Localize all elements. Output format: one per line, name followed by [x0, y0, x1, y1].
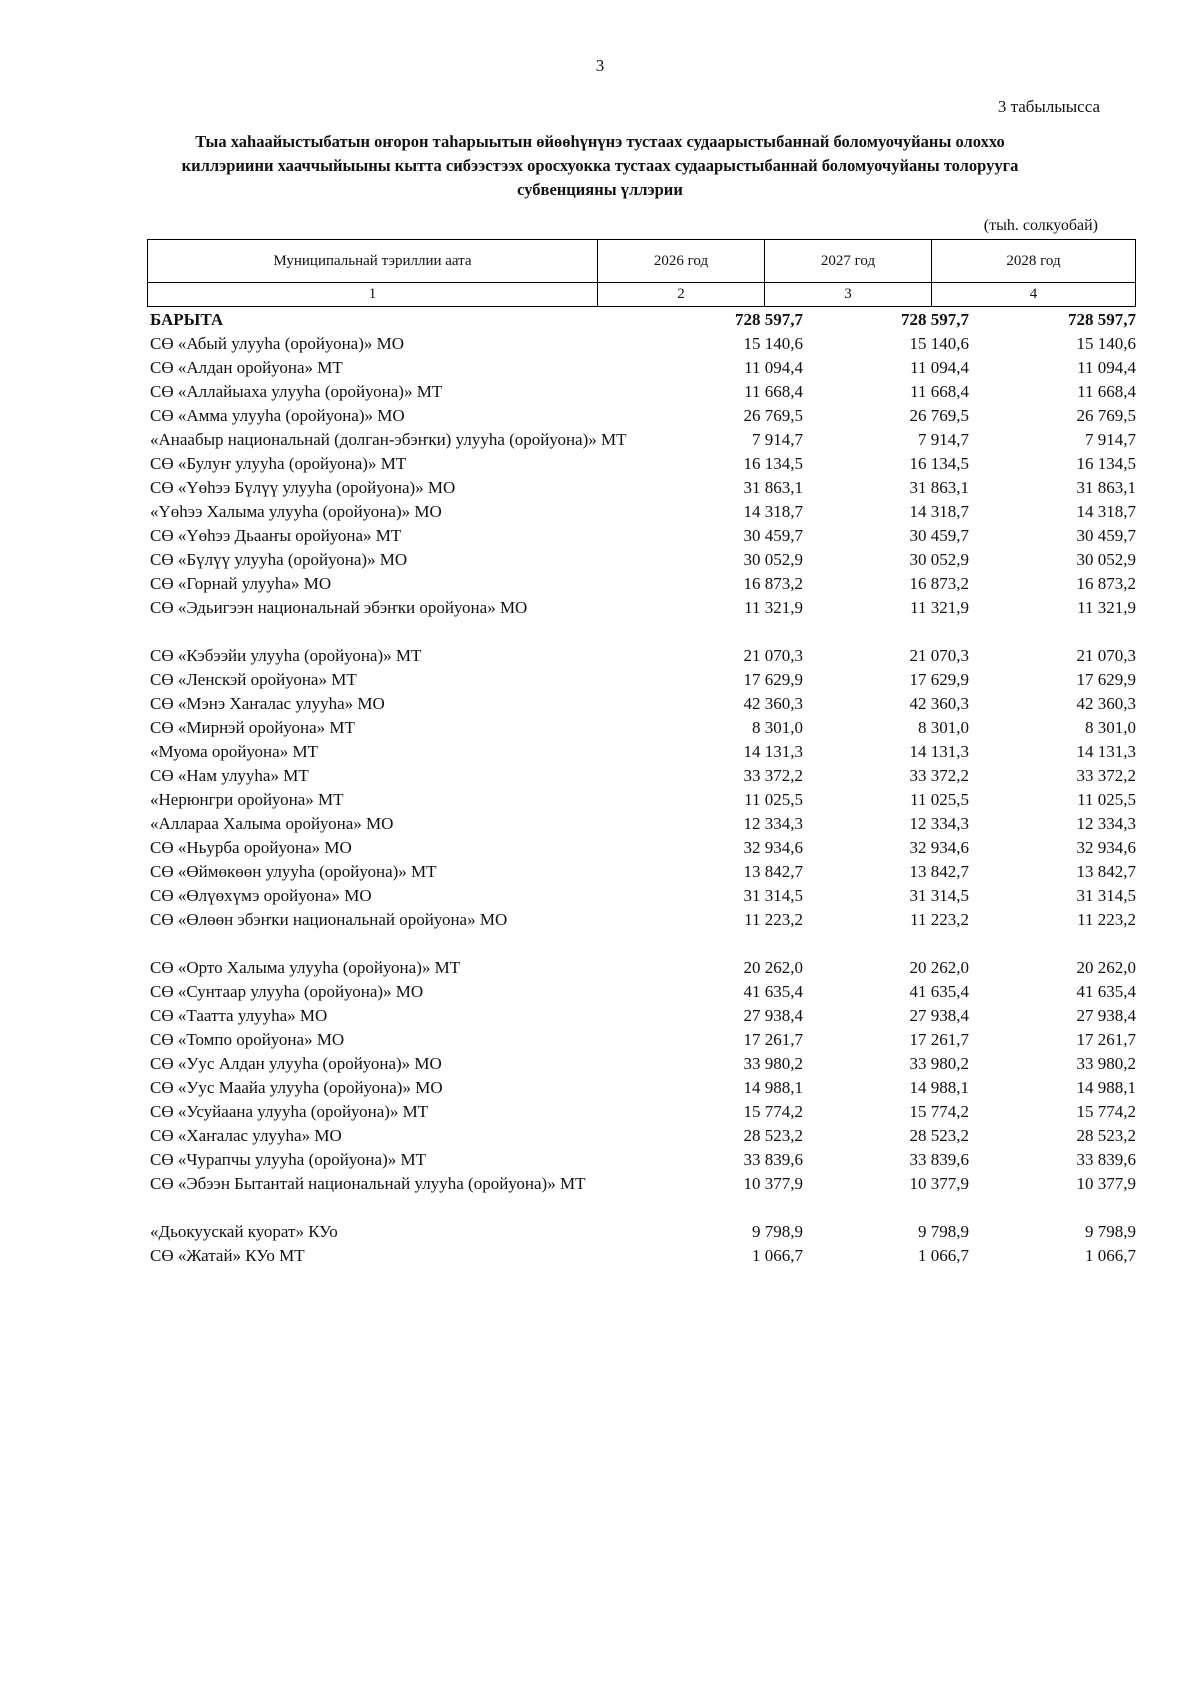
row-spacer — [148, 1196, 1134, 1220]
column-header-name: Муниципальнай тэриллии аата — [148, 240, 598, 283]
value-2027: 41 635,4 — [909, 982, 969, 1001]
value-2028: 33 839,6 — [1076, 1150, 1136, 1169]
municipality-name: СӨ «Жатай» КУо МТ — [150, 1246, 305, 1265]
municipality-name: «Нерюнгри оройуона» МТ — [150, 790, 344, 809]
table-row — [148, 884, 1134, 908]
municipality-name: СӨ «Бүлүү улууһа (оройуона)» МО — [150, 550, 408, 569]
value-2027: 33 372,2 — [909, 766, 969, 785]
value-2028: 17 261,7 — [1076, 1030, 1136, 1049]
value-2026: 41 635,4 — [743, 982, 803, 1001]
value-2028: 7 914,7 — [1085, 430, 1136, 449]
municipality-name: СӨ «Алдан оройуона» МТ — [150, 358, 343, 377]
value-2027: 1 066,7 — [918, 1246, 969, 1265]
value-2028: 30 459,7 — [1076, 526, 1136, 545]
municipality-name: СӨ «Үөһээ Дьааҥы оройуона» МТ — [150, 526, 402, 545]
value-2028: 11 668,4 — [1077, 382, 1136, 401]
table-row — [148, 908, 1134, 932]
value-2028: 9 798,9 — [1085, 1222, 1136, 1241]
units-label: (тыһ. солкуобай) — [983, 217, 1098, 234]
value-2027: 14 318,7 — [909, 502, 969, 521]
value-2028: 15 774,2 — [1076, 1102, 1136, 1121]
value-2027: 30 052,9 — [909, 550, 969, 569]
value-2027: 11 321,9 — [910, 598, 969, 617]
header-row — [148, 240, 1136, 283]
value-2026: 17 261,7 — [743, 1030, 803, 1049]
value-2026: 15 140,6 — [743, 334, 803, 353]
value-2027: 11 025,5 — [910, 790, 969, 809]
value-2027: 27 938,4 — [909, 1006, 969, 1025]
value-2026: 28 523,2 — [743, 1126, 803, 1145]
value-2027: 17 629,9 — [909, 670, 969, 689]
municipality-name: СӨ «Томпо оройуона» МО — [150, 1030, 345, 1049]
municipality-name: БАРЫТА — [150, 310, 224, 329]
value-2026: 10 377,9 — [743, 1174, 803, 1193]
value-2026: 17 629,9 — [743, 670, 803, 689]
value-2026: 32 934,6 — [743, 838, 803, 857]
value-2028: 728 597,7 — [1068, 310, 1136, 329]
value-2028: 11 094,4 — [1077, 358, 1136, 377]
value-2028: 16 873,2 — [1076, 574, 1136, 593]
value-2027: 26 769,5 — [909, 406, 969, 425]
value-2028: 28 523,2 — [1076, 1126, 1136, 1145]
table-row — [148, 1244, 1134, 1268]
municipality-name: СӨ «Ньурба оройуона» МО — [150, 838, 352, 857]
municipality-name: СӨ «Эбээн Бытантай национальнай улууһа (оройуона)» МТ — [150, 1174, 586, 1193]
table-row — [148, 1100, 1134, 1124]
value-2027: 11 668,4 — [910, 382, 969, 401]
municipality-name: СӨ «Таатта улууһа» МО — [150, 1006, 328, 1025]
value-2026: 26 769,5 — [743, 406, 803, 425]
value-2027: 16 134,5 — [909, 454, 969, 473]
value-2027: 42 360,3 — [909, 694, 969, 713]
value-2026: 11 321,9 — [744, 598, 803, 617]
municipality-name: СӨ «Үөһээ Бүлүү улууһа (оройуона)» МО — [150, 478, 456, 497]
value-2026: 7 914,7 — [752, 430, 803, 449]
table-row — [148, 980, 1134, 1004]
value-2026: 21 070,3 — [743, 646, 803, 665]
municipality-name: СӨ «Усуйаана улууһа (оройуона)» МТ — [150, 1102, 429, 1121]
value-2027: 21 070,3 — [909, 646, 969, 665]
table-row — [148, 668, 1134, 692]
table-row — [148, 1172, 1134, 1196]
value-2028: 31 314,5 — [1076, 886, 1136, 905]
value-2027: 33 839,6 — [909, 1150, 969, 1169]
value-2026: 728 597,7 — [735, 310, 803, 329]
value-2027: 30 459,7 — [909, 526, 969, 545]
column-number: 2 — [598, 283, 765, 307]
value-2028: 11 321,9 — [1077, 598, 1136, 617]
value-2026: 15 774,2 — [743, 1102, 803, 1121]
municipality-name: СӨ «Эдьигээн национальнай эбэҥки оройуона» МО — [150, 598, 528, 617]
table-row — [148, 500, 1134, 524]
value-2028: 31 863,1 — [1076, 478, 1136, 497]
municipality-name: СӨ «Хаҥалас улууһа» МО — [150, 1126, 342, 1145]
value-2028: 27 938,4 — [1076, 1006, 1136, 1025]
value-2026: 11 094,4 — [744, 358, 803, 377]
municipality-name: СӨ «Ленскэй оройуона» МТ — [150, 670, 357, 689]
municipality-name: СӨ «Горнай улууһа» МО — [150, 574, 332, 593]
table-row — [148, 644, 1134, 668]
table-row — [148, 1220, 1134, 1244]
table-body — [148, 308, 1134, 1268]
municipality-name: «Дьокуускай куорат» КУо — [150, 1222, 338, 1241]
value-2026: 14 318,7 — [743, 502, 803, 521]
value-2026: 11 668,4 — [744, 382, 803, 401]
value-2028: 8 301,0 — [1085, 718, 1136, 737]
municipality-name: СӨ «Орто Халыма улууһа (оройуона)» МТ — [150, 958, 461, 977]
column-header-2027: 2027 год — [765, 240, 932, 283]
value-2027: 16 873,2 — [909, 574, 969, 593]
table-row — [148, 380, 1134, 404]
row-spacer — [148, 932, 1134, 956]
municipality-name: СӨ «Уус Маайа улууһа (оройуона)» МО — [150, 1078, 443, 1097]
value-2027: 12 334,3 — [909, 814, 969, 833]
value-2026: 14 988,1 — [743, 1078, 803, 1097]
municipality-name: СӨ «Аллайыаха улууһа (оройуона)» МТ — [150, 382, 443, 401]
table-row — [148, 788, 1134, 812]
value-2028: 30 052,9 — [1076, 550, 1136, 569]
document-title-line: Тыа хаһаайыстыбатын оҥорон таһарыытын өйөөһүнүнэ тустаах судаарыстыбаннай боломуочуйаны олоххо — [195, 132, 1005, 151]
table-row — [148, 428, 1134, 452]
table-row — [148, 332, 1134, 356]
value-2028: 42 360,3 — [1076, 694, 1136, 713]
municipality-name: СӨ «Чурапчы улууһа (оройуона)» МТ — [150, 1150, 426, 1169]
value-2027: 8 301,0 — [918, 718, 969, 737]
value-2026: 8 301,0 — [752, 718, 803, 737]
page-number: 3 — [595, 56, 605, 75]
column-number: 3 — [765, 283, 932, 307]
document-title-line: киллэриини хааччыйыыны кытта сибээстээх оросхуокка тустаах судаарыстыбаннай боломуочуйаны толорууга — [181, 156, 1019, 175]
table-row — [148, 764, 1134, 788]
appendix-label: 3 табылыысса — [997, 97, 1100, 116]
municipality-name: СӨ «Өлөөн эбэҥки национальнай оройуона» МО — [150, 910, 508, 929]
municipality-name: СӨ «Нам улууһа» МТ — [150, 766, 309, 785]
value-2026: 31 863,1 — [743, 478, 803, 497]
value-2028: 14 131,3 — [1076, 742, 1136, 761]
value-2026: 30 459,7 — [743, 526, 803, 545]
value-2028: 15 140,6 — [1076, 334, 1136, 353]
value-2028: 10 377,9 — [1076, 1174, 1136, 1193]
value-2026: 16 134,5 — [743, 454, 803, 473]
value-2026: 27 938,4 — [743, 1006, 803, 1025]
table-row — [148, 860, 1134, 884]
value-2026: 31 314,5 — [743, 886, 803, 905]
value-2026: 33 839,6 — [743, 1150, 803, 1169]
table-row — [148, 452, 1134, 476]
table-row — [148, 1052, 1134, 1076]
value-2026: 11 223,2 — [744, 910, 803, 929]
value-2027: 9 798,9 — [918, 1222, 969, 1241]
value-2028: 32 934,6 — [1076, 838, 1136, 857]
value-2028: 21 070,3 — [1076, 646, 1136, 665]
value-2027: 31 314,5 — [909, 886, 969, 905]
value-2026: 33 372,2 — [743, 766, 803, 785]
value-2026: 11 025,5 — [744, 790, 803, 809]
municipality-name: СӨ «Булуҥ улууһа (оройуона)» МТ — [150, 454, 407, 473]
value-2028: 26 769,5 — [1076, 406, 1136, 425]
value-2026: 1 066,7 — [752, 1246, 803, 1265]
table-row — [148, 1028, 1134, 1052]
value-2028: 17 629,9 — [1076, 670, 1136, 689]
value-2026: 9 798,9 — [752, 1222, 803, 1241]
municipality-name: СӨ «Абый улууһа (оройуона)» МО — [150, 334, 405, 353]
municipality-name: «Муома оройуона» МТ — [150, 742, 318, 761]
value-2026: 20 262,0 — [743, 958, 803, 977]
table-row — [148, 716, 1134, 740]
value-2027: 11 223,2 — [910, 910, 969, 929]
column-number: 4 — [932, 283, 1136, 307]
column-header-2026: 2026 год — [598, 240, 765, 283]
value-2027: 7 914,7 — [918, 430, 969, 449]
value-2027: 31 863,1 — [909, 478, 969, 497]
table-row — [148, 476, 1134, 500]
municipality-name: СӨ «Өймөкөөн улууһа (оройуона)» МТ — [150, 862, 437, 881]
table-row — [148, 596, 1134, 620]
table-row — [148, 1004, 1134, 1028]
value-2027: 28 523,2 — [909, 1126, 969, 1145]
municipality-name: «Үөһээ Халыма улууһа (оройуона)» МО — [150, 502, 442, 521]
value-2027: 15 774,2 — [909, 1102, 969, 1121]
row-spacer — [148, 620, 1134, 644]
value-2026: 30 052,9 — [743, 550, 803, 569]
value-2027: 20 262,0 — [909, 958, 969, 977]
municipality-name: СӨ «Сунтаар улууһа (оройуона)» МО — [150, 982, 424, 1001]
value-2027: 15 140,6 — [909, 334, 969, 353]
value-2028: 20 262,0 — [1076, 958, 1136, 977]
value-2026: 13 842,7 — [743, 862, 803, 881]
table-row — [148, 1076, 1134, 1100]
value-2028: 16 134,5 — [1076, 454, 1136, 473]
municipality-name: СӨ «Амма улууһа (оройуона)» МО — [150, 406, 405, 425]
value-2027: 14 131,3 — [909, 742, 969, 761]
table-row — [148, 356, 1134, 380]
value-2027: 728 597,7 — [901, 310, 969, 329]
municipality-name: СӨ «Мирнэй оройуона» МТ — [150, 718, 355, 737]
value-2026: 42 360,3 — [743, 694, 803, 713]
municipality-name: СӨ «Кэбээйи улууһа (оройуона)» МТ — [150, 646, 422, 665]
municipality-name: СӨ «Өлүөхүмэ оройуона» МО — [150, 886, 372, 905]
municipality-name: «Анаабыр национальнай (долган-эбэҥки) улууһа (оройуона)» МТ — [150, 430, 627, 449]
value-2027: 10 377,9 — [909, 1174, 969, 1193]
table-row — [148, 572, 1134, 596]
column-number: 1 — [148, 283, 598, 307]
municipality-name: СӨ «Уус Алдан улууһа (оройуона)» МО — [150, 1054, 442, 1073]
value-2028: 33 372,2 — [1076, 766, 1136, 785]
table-row — [148, 836, 1134, 860]
value-2027: 33 980,2 — [909, 1054, 969, 1073]
column-number-row — [148, 283, 1136, 307]
value-2028: 14 318,7 — [1076, 502, 1136, 521]
value-2028: 11 025,5 — [1077, 790, 1136, 809]
value-2028: 1 066,7 — [1085, 1246, 1136, 1265]
value-2026: 12 334,3 — [743, 814, 803, 833]
table-header — [147, 239, 1136, 307]
value-2028: 11 223,2 — [1077, 910, 1136, 929]
value-2027: 11 094,4 — [910, 358, 969, 377]
value-2028: 13 842,7 — [1076, 862, 1136, 881]
value-2028: 14 988,1 — [1076, 1078, 1136, 1097]
value-2028: 41 635,4 — [1076, 982, 1136, 1001]
table-row — [148, 740, 1134, 764]
table-row — [148, 956, 1134, 980]
document-title-line: субвенцияны үллэрии — [517, 180, 683, 199]
document-title — [150, 130, 1050, 202]
table-row — [148, 812, 1134, 836]
value-2026: 33 980,2 — [743, 1054, 803, 1073]
table-row — [148, 404, 1134, 428]
table-row — [148, 692, 1134, 716]
table-row — [148, 1124, 1134, 1148]
value-2027: 32 934,6 — [909, 838, 969, 857]
value-2026: 16 873,2 — [743, 574, 803, 593]
municipality-name: СӨ «Мэнэ Хаҥалас улууһа» МО — [150, 694, 385, 713]
value-2027: 14 988,1 — [909, 1078, 969, 1097]
table-row — [148, 524, 1134, 548]
value-2028: 12 334,3 — [1076, 814, 1136, 833]
column-header-2028: 2028 год — [932, 240, 1136, 283]
table-row — [148, 548, 1134, 572]
total-row — [148, 308, 1134, 332]
value-2026: 14 131,3 — [743, 742, 803, 761]
value-2027: 13 842,7 — [909, 862, 969, 881]
value-2027: 17 261,7 — [909, 1030, 969, 1049]
municipality-name: «Аллараа Халыма оройуона» МО — [150, 814, 394, 833]
value-2028: 33 980,2 — [1076, 1054, 1136, 1073]
table-row — [148, 1148, 1134, 1172]
